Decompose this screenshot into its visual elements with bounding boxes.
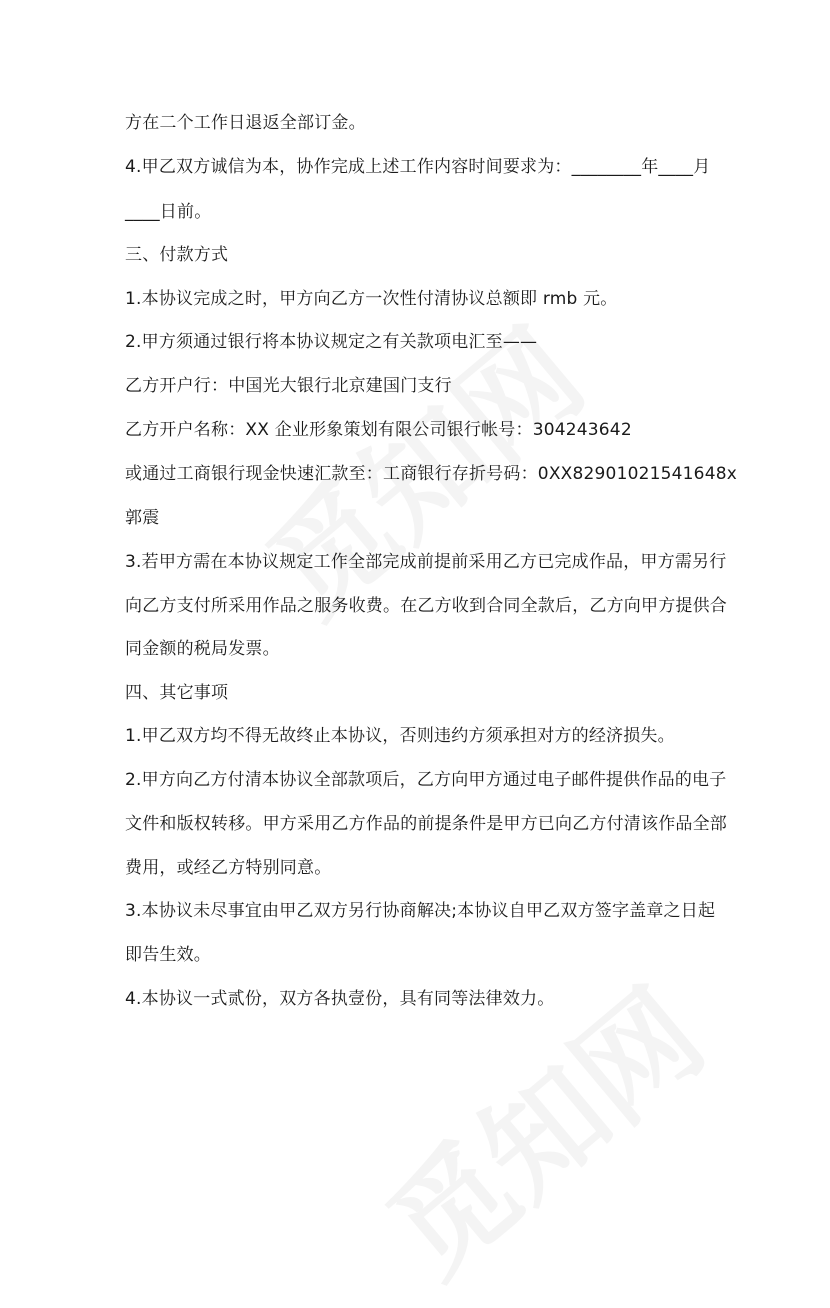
paragraph-line: 费用，或经乙方特别同意。 <box>125 858 332 878</box>
paragraph-line: 乙方开户名称：XX 企业形象策划有限公司银行帐号：304243642 <box>125 420 632 440</box>
paragraph-line: 文件和版权转移。甲方采用乙方作品的前提条件是甲方已向乙方付清该作品全部 <box>125 814 727 834</box>
paragraph-line: ____日前。 <box>125 202 212 222</box>
paragraph-line: 同金额的税局发票。 <box>125 639 280 659</box>
paragraph-line: 向乙方支付所采用作品之服务收费。在乙方收到合同全款后，乙方向甲方提供合 <box>125 596 727 616</box>
paragraph-line: 或通过工商银行现金快速汇款至：工商银行存折号码：0XX82901021541648x <box>125 464 737 484</box>
paragraph-line: 即告生效。 <box>125 945 211 965</box>
paragraph-line: 方在二个工作日退返全部订金。 <box>125 113 366 133</box>
paragraph-line: 郭震 <box>125 508 160 528</box>
paragraph-line: 乙方开户行：中国光大银行北京建国门支行 <box>125 376 452 396</box>
section-heading-other: 四、其它事项 <box>125 683 229 703</box>
paragraph-line: 3.本协议未尽事宜由甲乙双方另行协商解决;本协议自甲乙双方签字盖章之日起 <box>125 901 716 921</box>
paragraph-line: 4.甲乙双方诚信为本，协作完成上述工作内容时间要求为：________年____月 <box>125 157 711 177</box>
paragraph-line: 3.若甲方需在本协议规定工作全部完成前提前采用乙方已完成作品，甲方需另行 <box>125 552 727 572</box>
paragraph-line: 4.本协议一式贰份，双方各执壹份，具有同等法律效力。 <box>125 989 555 1009</box>
paragraph-line: 1.本协议完成之时，甲方向乙方一次性付清协议总额即 rmb 元。 <box>125 289 618 309</box>
section-heading-payment: 三、付款方式 <box>125 245 229 265</box>
paragraph-line: 1.甲乙双方均不得无故终止本协议，否则违约方须承担对方的经济损失。 <box>125 726 675 746</box>
paragraph-line: 2.甲方向乙方付清本协议全部款项后，乙方向甲方通过电子邮件提供作品的电子 <box>125 770 727 790</box>
paragraph-line: 2.甲方须通过银行将本协议规定之有关款项电汇至—— <box>125 332 538 352</box>
